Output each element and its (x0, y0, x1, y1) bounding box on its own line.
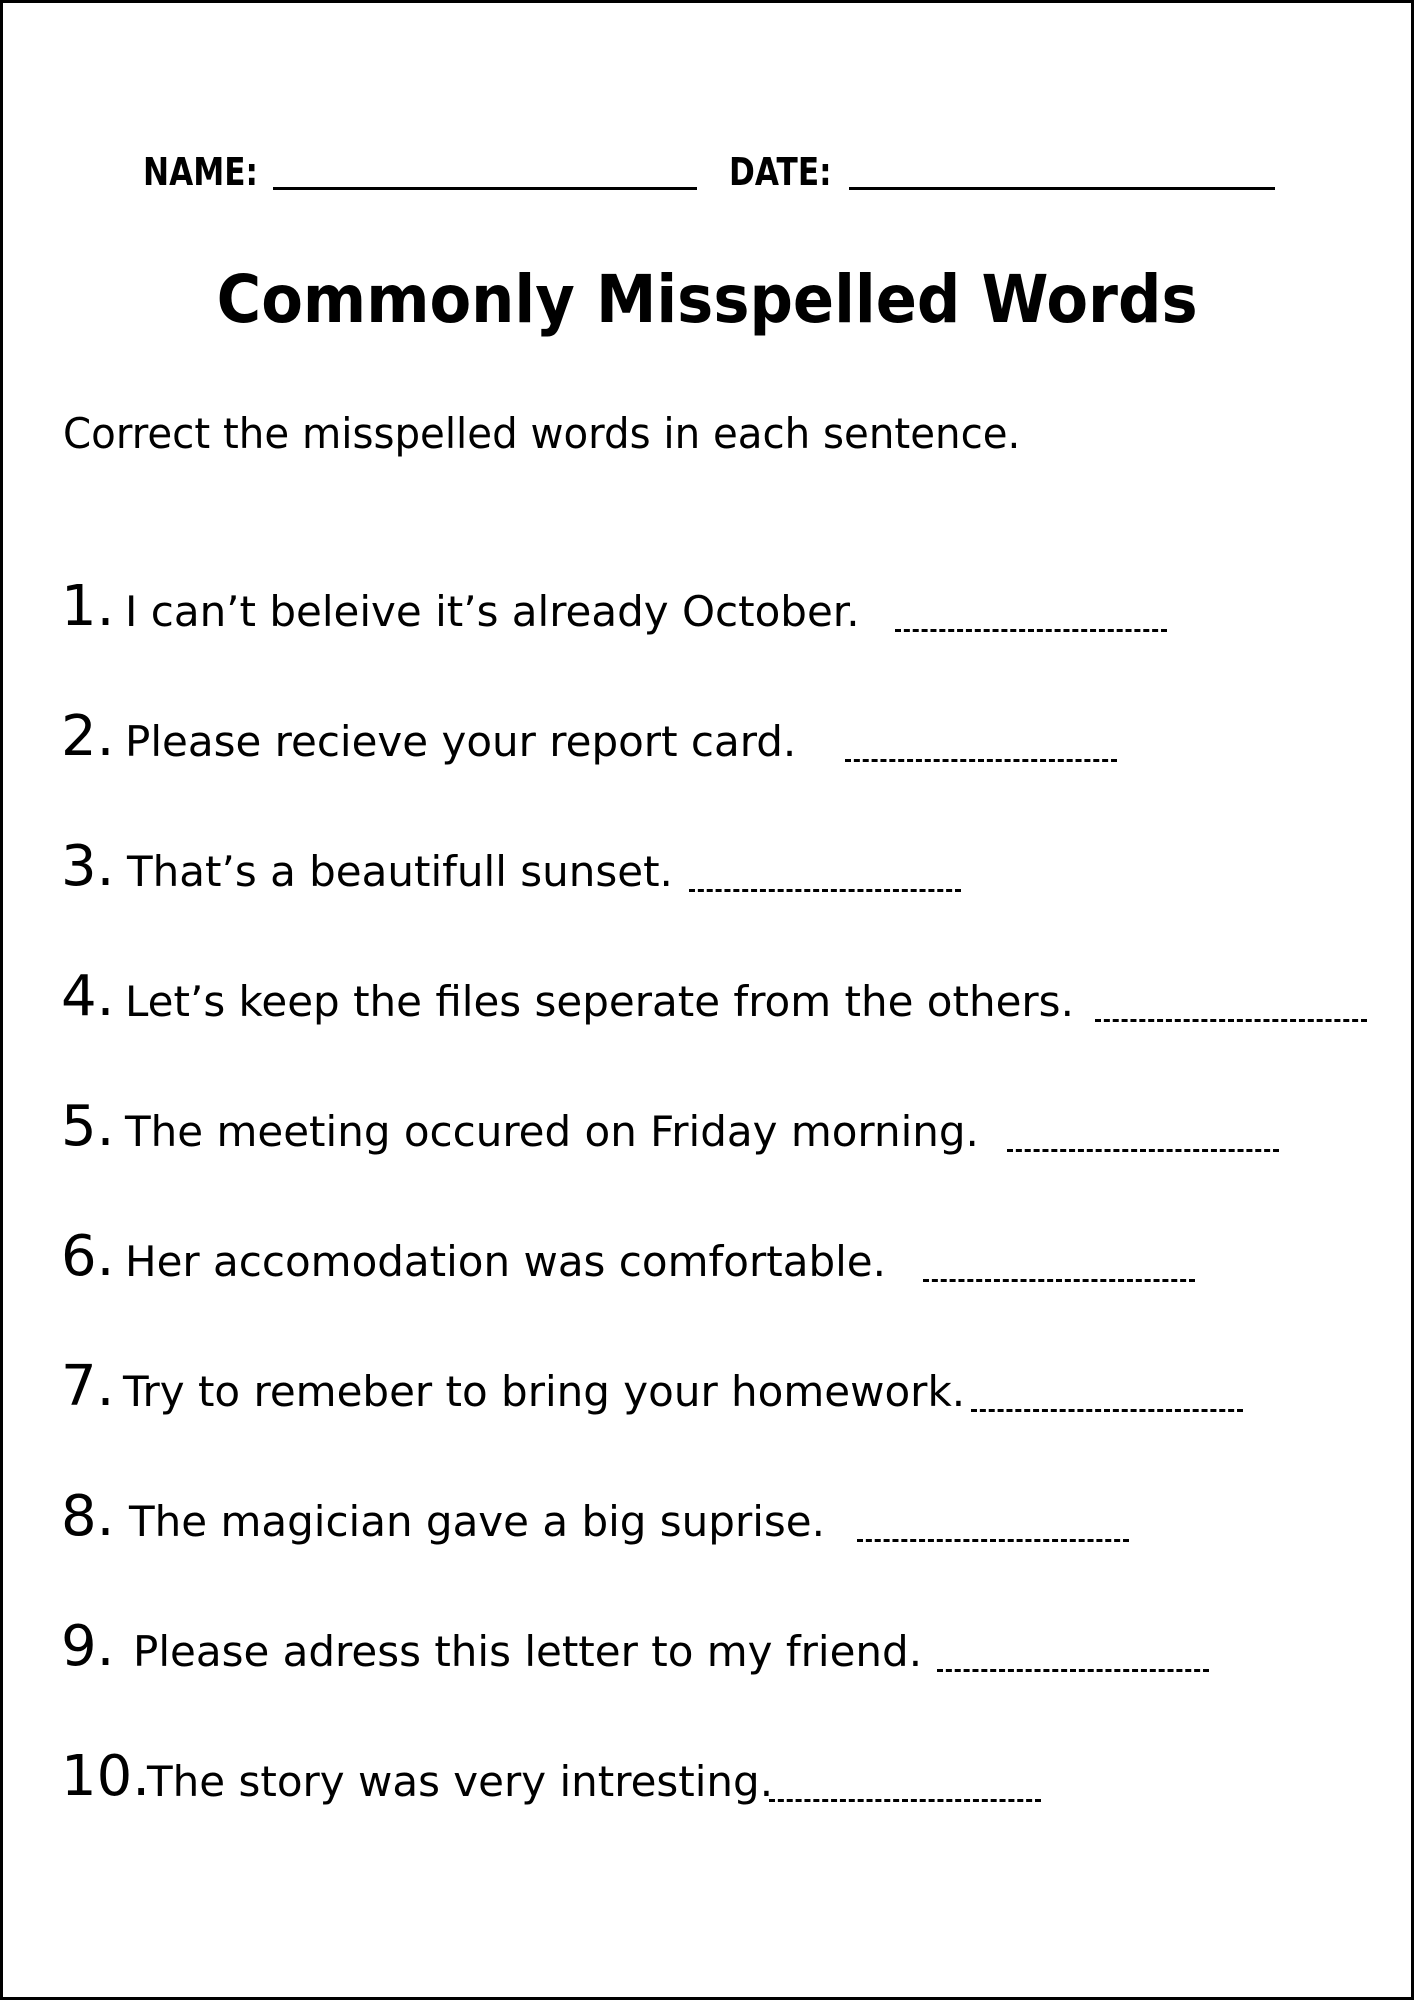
answer-blank (937, 1669, 1209, 1672)
answer-blank (845, 759, 1117, 762)
answer-blank (971, 1409, 1243, 1412)
question-number: 1. (61, 574, 115, 639)
question-text: Please recieve your report card. (125, 717, 797, 766)
question-text: Please adress this letter to my friend. (133, 1627, 923, 1676)
question-number: 3. (61, 834, 115, 899)
name-label: NAME: (143, 150, 258, 194)
answer-blank (1007, 1149, 1279, 1152)
question-text: Let’s keep the files seperate from the others. (125, 977, 1074, 1026)
answer-blank (689, 889, 961, 892)
date-line (849, 187, 1275, 190)
question-number: 5. (61, 1094, 115, 1159)
question-text: That’s a beautifull sunset. (127, 847, 673, 896)
question-number: 10. (61, 1744, 151, 1809)
answer-blank (857, 1539, 1129, 1542)
question-text: I can’t beleive it’s already October. (125, 587, 860, 636)
answer-blank (1095, 1019, 1367, 1022)
instructions: Correct the misspelled words in each sentence. (63, 409, 1021, 458)
worksheet-title-text: Commonly Misspelled Words (216, 261, 1198, 338)
question-text: Try to remeber to bring your homework. (123, 1367, 966, 1416)
answer-blank (923, 1279, 1195, 1282)
name-line (273, 187, 697, 190)
answer-blank (895, 629, 1167, 632)
question-number: 2. (61, 704, 115, 769)
question-text: Her accomodation was comfortable. (125, 1237, 886, 1286)
question-text: The story was very intresting. (147, 1757, 774, 1806)
question-number: 4. (61, 964, 115, 1029)
question-text: The meeting occured on Friday morning. (125, 1107, 979, 1156)
question-text: The magician gave a big suprise. (129, 1497, 825, 1546)
question-number: 6. (61, 1224, 115, 1289)
question-number: 7. (61, 1354, 115, 1419)
question-number: 9. (61, 1614, 115, 1679)
answer-blank (769, 1799, 1041, 1802)
worksheet-title (3, 261, 1411, 338)
question-number: 8. (61, 1484, 115, 1549)
date-label: DATE: (729, 150, 832, 194)
